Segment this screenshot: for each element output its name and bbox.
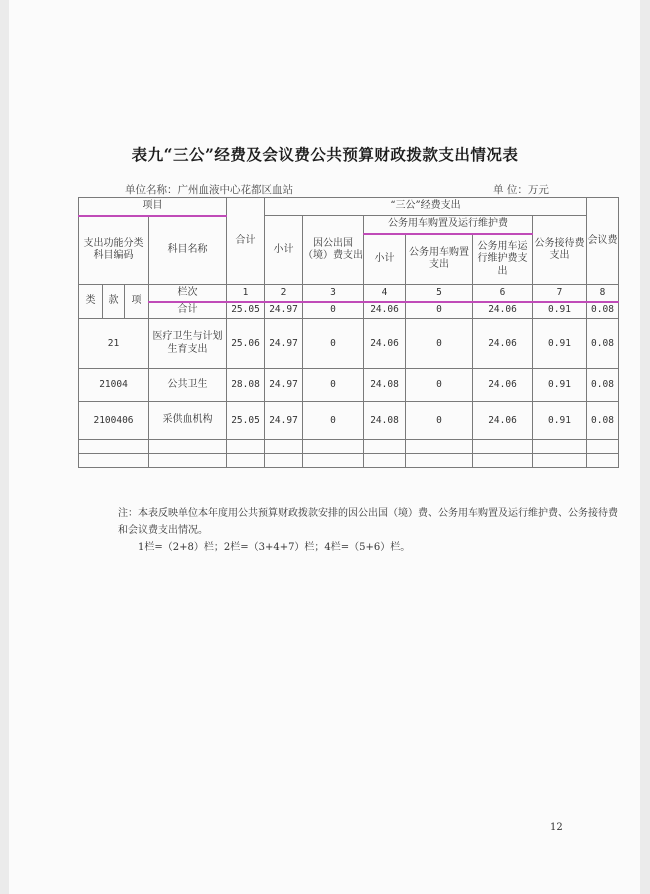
table-cell: 24.08 <box>364 402 406 440</box>
table-cell: 0 <box>303 319 364 369</box>
table-row <box>79 402 619 440</box>
table-cell: 24.06 <box>473 319 533 369</box>
header-xiang: 项 <box>125 285 149 319</box>
col-number: 3 <box>303 285 364 302</box>
total-row <box>79 302 619 319</box>
page-number: 12 <box>550 822 563 833</box>
table-cell: 0 <box>406 369 473 402</box>
table-cell: 25.05 <box>227 302 265 319</box>
header-lei: 类 <box>79 285 103 319</box>
table-row <box>79 369 619 402</box>
header-sangong: “三公”经费支出 <box>265 198 587 216</box>
header-func-code: 支出功能分类科目编码 <box>79 216 149 285</box>
empty-row <box>79 440 619 454</box>
table-cell: 24.06 <box>473 369 533 402</box>
table-cell: 25.06 <box>227 319 265 369</box>
table-cell: 0 <box>406 319 473 369</box>
table-cell: 24.97 <box>265 369 303 402</box>
table-title: 表九“三公”经费及会议费公共预算财政拨款支出情况表 <box>131 145 519 164</box>
table-cell: 0 <box>303 302 364 319</box>
header-overseas: 因公出国（境）费支出 <box>303 216 364 285</box>
table-cell: 24.97 <box>265 402 303 440</box>
header-subject-name: 科目名称 <box>149 216 227 285</box>
footnote <box>118 505 618 556</box>
table-cell: 0.08 <box>587 402 619 440</box>
table-cell: 0.08 <box>587 319 619 369</box>
header-kuan: 款 <box>103 285 125 319</box>
func-code-cell: 2100406 <box>79 402 149 440</box>
header-car-subtotal: 小计 <box>364 234 406 285</box>
table-cell: 0.91 <box>533 402 587 440</box>
table-cell: 0.08 <box>587 369 619 402</box>
header-reception: 公务接待费支出 <box>533 216 587 285</box>
col-number: 5 <box>406 285 473 302</box>
header-project: 项目 <box>79 198 227 216</box>
table-cell: 0 <box>406 302 473 319</box>
col-number: 8 <box>587 285 619 302</box>
table-cell: 24.97 <box>265 302 303 319</box>
table-cell: 0.91 <box>533 369 587 402</box>
table-cell: 24.08 <box>364 369 406 402</box>
empty-row <box>79 454 619 468</box>
header-car-group: 公务用车购置及运行维护费 <box>364 216 533 234</box>
func-code-cell: 21004 <box>79 369 149 402</box>
unit-currency-label: 单 位：万元 <box>493 184 549 196</box>
col-number: 2 <box>265 285 303 302</box>
header-total: 合计 <box>227 198 265 285</box>
col-number: 7 <box>533 285 587 302</box>
header-meeting: 会议费 <box>587 198 619 285</box>
subject-name-cell: 公共卫生 <box>149 369 227 402</box>
col-number: 1 <box>227 285 265 302</box>
header-car-purchase: 公务用车购置支出 <box>406 234 473 285</box>
col-number: 4 <box>364 285 406 302</box>
subject-name-cell: 医疗卫生与计划生育支出 <box>149 319 227 369</box>
table-cell: 24.06 <box>473 402 533 440</box>
header-subtotal: 小计 <box>265 216 303 285</box>
table-cell: 0.91 <box>533 319 587 369</box>
total-label: 合计 <box>149 302 227 319</box>
table-cell: 0 <box>406 402 473 440</box>
func-code-cell: 21 <box>79 319 149 369</box>
table-cell: 0.91 <box>533 302 587 319</box>
table-cell: 24.06 <box>364 302 406 319</box>
table-cell: 24.97 <box>265 319 303 369</box>
footnote-text: 注：本表反映单位本年度用公共预算财政拨款安排的因公出国（境）费、公务用车购置及运行维护费、公务接待费和会议费支出情况。 <box>118 508 618 536</box>
table-cell: 24.06 <box>364 319 406 369</box>
table-cell: 0 <box>303 369 364 402</box>
header-car-running: 公务用车运行维护费支出 <box>473 234 533 285</box>
table-cell: 0 <box>303 402 364 440</box>
footnote-formula: 1栏=（2+8）栏；2栏=（3+4+7）栏；4栏=（5+6）栏。 <box>138 542 411 553</box>
unit-name-label: 单位名称：广州血液中心花都区血站 <box>125 184 293 196</box>
table-row <box>79 319 619 369</box>
table-cell: 25.05 <box>227 402 265 440</box>
subject-name-cell: 采供血机构 <box>149 402 227 440</box>
table-cell: 28.08 <box>227 369 265 402</box>
budget-table <box>78 197 619 468</box>
table-cell: 24.06 <box>473 302 533 319</box>
table-cell: 0.08 <box>587 302 619 319</box>
header-lanci: 栏次 <box>149 285 227 302</box>
col-number: 6 <box>473 285 533 302</box>
